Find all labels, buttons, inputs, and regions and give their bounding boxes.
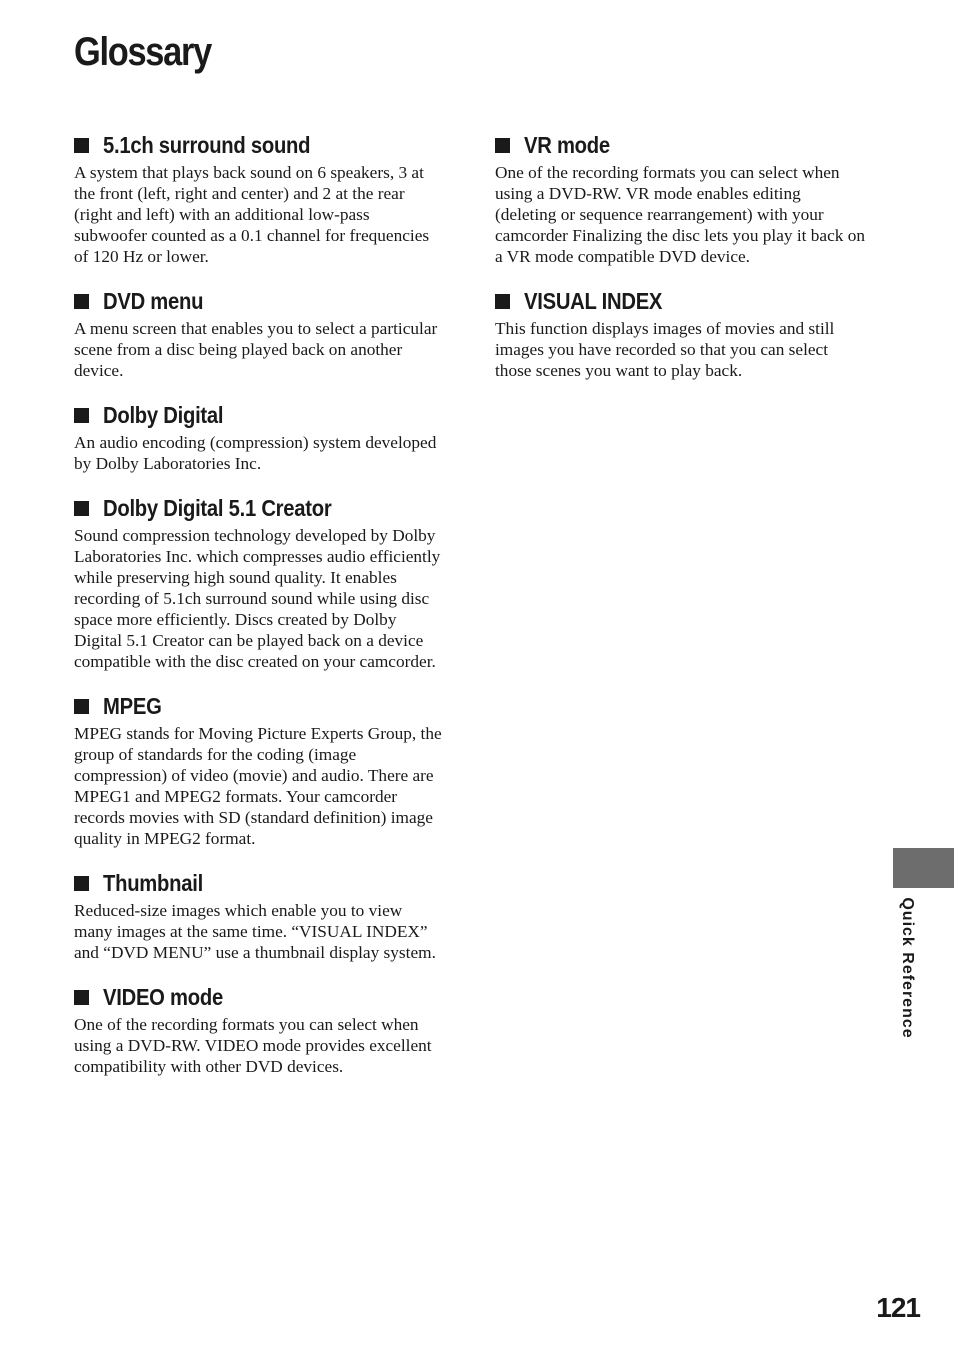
term-label: VISUAL INDEX <box>524 287 663 314</box>
glossary-column-right <box>495 128 865 381</box>
glossary-term <box>74 398 444 432</box>
glossary-entry-visual-index <box>495 284 865 381</box>
glossary-column-left <box>74 128 444 1077</box>
glossary-entry-thumbnail <box>74 866 444 963</box>
term-definition: Reduced-size images which enable you to view many images at the same time. “VISUAL INDEX” and “DVD MENU” use a thumbnail display system. <box>74 901 436 962</box>
glossary-term <box>495 128 865 162</box>
term-label: Dolby Digital <box>103 401 224 428</box>
page-number: 121 <box>876 1292 920 1323</box>
square-bullet-icon <box>74 408 89 423</box>
glossary-term <box>74 284 444 318</box>
term-definition: One of the recording formats you can select when using a DVD-RW. VIDEO mode provides excellent compatibility with other DVD devices. <box>74 1015 432 1076</box>
section-side-label-text: Quick Reference <box>899 897 916 1039</box>
glossary-entry-5-1ch-surround-sound <box>74 128 444 267</box>
glossary-entry-video-mode <box>74 980 444 1077</box>
glossary-entry-mpeg <box>74 689 444 849</box>
term-label: 5.1ch surround sound <box>103 131 311 158</box>
term-definition: This function displays images of movies and still images you have recorded so that you can select those scenes you want to play back. <box>495 319 835 380</box>
term-label: Dolby Digital 5.1 Creator <box>103 494 332 521</box>
term-definition: An audio encoding (compression) system developed by Dolby Laboratories Inc. <box>74 433 437 473</box>
glossary-term <box>74 689 444 723</box>
glossary-entry-vr-mode <box>495 128 865 267</box>
square-bullet-icon <box>495 138 510 153</box>
term-definition: A menu screen that enables you to select a particular scene from a disc being played back on another device. <box>74 319 438 380</box>
term-definition: A system that plays back sound on 6 speakers, 3 at the front (left, right and center) and 2 at the rear (right and left) with an additional low-pass subwoofer counted as a 0.1 channel for frequencies of 120 Hz or lower. <box>74 163 430 266</box>
page-title: Glossary <box>74 30 211 74</box>
term-label: VR mode <box>524 131 610 158</box>
glossary-entry-dolby-digital-5-1-creator <box>74 491 444 672</box>
term-definition: Sound compression technology developed by Dolby Laboratories Inc. which compresses audio efficiently while preserving high sound quality. It enables recording of 5.1ch surround sound while using disc space more efficiently. Discs created by Dolby Digital 5.1 Creator can be played back on a device compatible with the disc created on your camcorder. <box>74 526 441 671</box>
glossary-term <box>74 866 444 900</box>
term-label: MPEG <box>103 692 162 719</box>
term-label: DVD menu <box>103 287 204 314</box>
term-definition: MPEG stands for Moving Picture Experts Group, the group of standards for the coding (image compression) of video (movie) and audio. There are MPEG1 and MPEG2 formats. Your camcorder records movies with SD (standard definition) image quality in MPEG2 format. <box>74 724 442 848</box>
term-label: Thumbnail <box>103 869 203 896</box>
square-bullet-icon <box>495 294 510 309</box>
glossary-entry-dvd-menu <box>74 284 444 381</box>
section-tab-marker <box>893 848 954 888</box>
square-bullet-icon <box>74 294 89 309</box>
square-bullet-icon <box>74 138 89 153</box>
glossary-term <box>495 284 865 318</box>
square-bullet-icon <box>74 876 89 891</box>
glossary-term <box>74 980 444 1014</box>
glossary-term <box>74 128 444 162</box>
square-bullet-icon <box>74 990 89 1005</box>
square-bullet-icon <box>74 501 89 516</box>
term-definition: One of the recording formats you can select when using a DVD-RW. VR mode enables editing (deleting or sequence rearrangement) with your camcorder Finalizing the disc lets you play it back on a VR mode compatible DVD device. <box>495 163 866 266</box>
square-bullet-icon <box>74 699 89 714</box>
glossary-entry-dolby-digital <box>74 398 444 474</box>
term-label: VIDEO mode <box>103 983 223 1010</box>
glossary-term <box>74 491 444 525</box>
